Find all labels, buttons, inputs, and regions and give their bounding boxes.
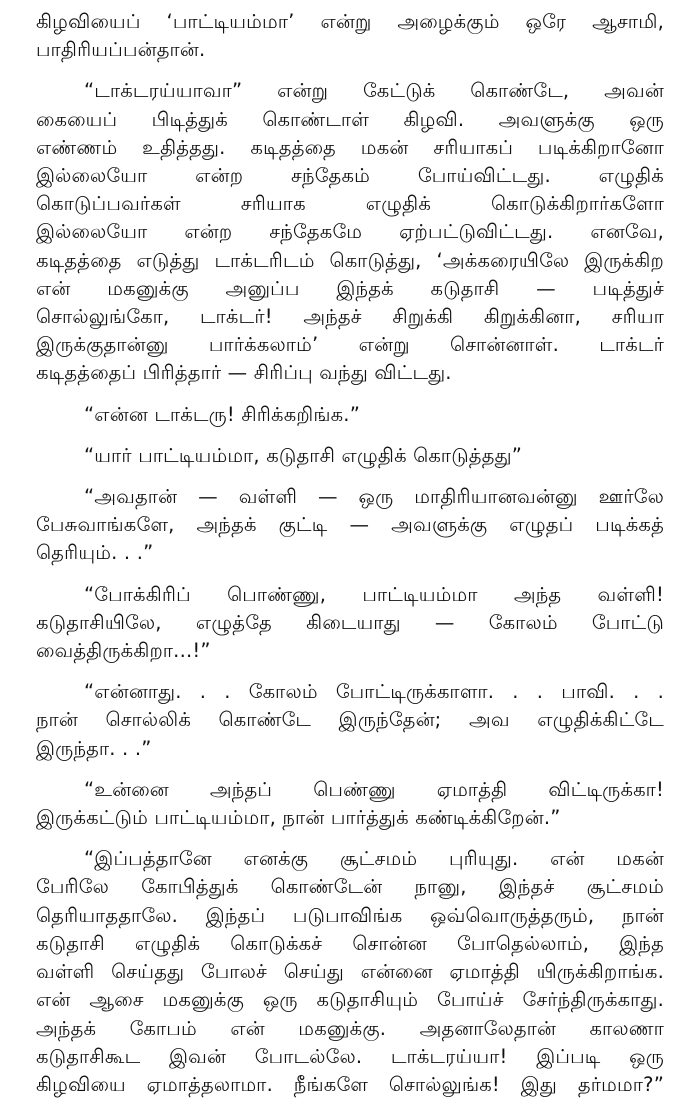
text-line: “டாக்டரய்யாவா” என்று கேட்டுக் கொண்டே, அவன் (84, 79, 664, 103)
text-line: “யார் பாட்டியம்மா, கடுதாசி எழுதிக் கொடுத்தது” (84, 443, 523, 467)
text-line: எண்ணம் உதித்தது. கடிதத்தை மகன் சரியாகப் படிக்கிறானோ (36, 135, 664, 159)
text-line: “என்ன டாக்டரு! சிரிக்கறிங்க.” (84, 402, 361, 426)
paragraph (36, 581, 664, 666)
text-line: சொல்லுங்கோ, டாக்டர்! அந்தச் சிறுக்கி கிறுக்கினா, சரியா (36, 305, 664, 329)
text-line: இருக்கட்டும் பாட்டியம்மா, நான் பார்த்துக் கண்டிக்கிறேன்.” (36, 806, 561, 830)
text-line: என் மகனுக்கு அனுப்ப இந்தக் கடுதாசி — படித்துச் (36, 276, 664, 300)
text-line: கடுதாசியிலே, எழுத்தே கிடையாது — கோலம் போட்டு (36, 610, 664, 634)
text-line: தெரியாததாலே. இந்தப் படுபாவிங்க ஒவ்வொருத்தரும், நான் (36, 903, 664, 927)
text-line: கடுதாசிகூட இவன் போடல்லே. டாக்டரய்யா! இப்படி ஒரு (36, 1044, 664, 1068)
text-line: “உன்னை அந்தப் பெண்ணு ஏமாத்தி விட்டிருக்கா! (84, 777, 664, 801)
text-line: பேசுவாங்களே, அந்தக் குட்டி — அவளுக்கு எழுதப் படிக்கத் (36, 513, 664, 537)
text-line: இல்லையோ என்ற சந்தேகமே ஏற்பட்டுவிட்டது. எனவே, (36, 220, 664, 244)
text-line: கையைப் பிடித்துக் கொண்டாள் கிழவி. அவளுக்கு ஒரு (36, 107, 664, 131)
text-line: “என்னாது. . . கோலம் போட்டிருக்காளா. . . பாவி. . . (84, 680, 664, 704)
text-line: வைத்திருக்கிறா...!” (36, 639, 211, 663)
paragraph (36, 845, 664, 1099)
text-line: என் ஆசை மகனுக்கு ஒரு கடுதாசியும் போய்ச் சேர்ந்திருக்காது. (36, 988, 664, 1012)
text-line: “அவதான் — வள்ளி — ஒரு மாதிரியானவன்னு ஊர்லே (84, 485, 664, 509)
paragraph (36, 8, 664, 64)
paragraph (36, 776, 664, 832)
text-line: கடிதத்தை எடுத்து டாக்டரிடம் கொடுத்து, ‘அக்கரையிலே இருக்கிற (36, 248, 664, 272)
paragraph (36, 401, 664, 429)
text-line: கடுதாசி எழுதிக் கொடுக்கச் சொன்ன போதெல்லாம், இந்த (36, 931, 664, 955)
text-line: பாதிரியப்பன்தான். (36, 38, 206, 62)
text-line: கிழவியைப் ‘பாட்டியம்மா’ என்று அழைக்கும் ஒரே ஆசாமி, (36, 10, 664, 33)
page-text (36, 8, 664, 1112)
text-line: தெரியும். . .” (36, 541, 154, 565)
text-line: பேரிலே கோபித்துக் கொண்டேன் நானு, இந்தச் சூட்சமம் (36, 875, 664, 899)
text-line: “போக்கிரிப் பொண்ணு, பாட்டியம்மா அந்த வள்ளி! (84, 582, 664, 606)
text-line: இருக்குதான்னு பார்க்கலாம்’ என்று சொன்னாள். டாக்டர் (36, 333, 664, 357)
text-line: கடிதத்தைப் பிரித்தார் — சிரிப்பு வந்து விட்டது. (36, 361, 452, 385)
paragraph (36, 678, 664, 763)
text-line: கிழவியை ஏமாத்தலாமா. நீங்களே சொல்லுங்க! இது தர்மமா?” (36, 1072, 664, 1096)
text-line: அந்தக் கோபம் என் மகனுக்கு. அதனாலேதான் காலணா (36, 1016, 664, 1040)
paragraph (36, 442, 664, 470)
text-line: இல்லையோ என்ற சந்தேகம் போய்விட்டது. எழுதிக் (36, 164, 664, 188)
paragraph (36, 483, 664, 568)
text-line: நான் சொல்லிக் கொண்டே இருந்தேன்; அவ எழுதிக்கிட்டே (36, 708, 664, 732)
text-line: இருந்தா. . .” (36, 736, 152, 760)
text-line: “இப்பத்தானே எனக்கு சூட்சமம் புரியுது. என் மகன் (84, 847, 664, 871)
text-line: கொடுப்பவர்கள் சரியாக எழுதிக் கொடுக்கிறார்களோ (36, 192, 664, 216)
paragraph (36, 77, 664, 387)
text-line: வள்ளி செய்தது போலச் செய்து என்னை ஏமாத்தி யிருக்கிறாங்க. (36, 960, 664, 984)
